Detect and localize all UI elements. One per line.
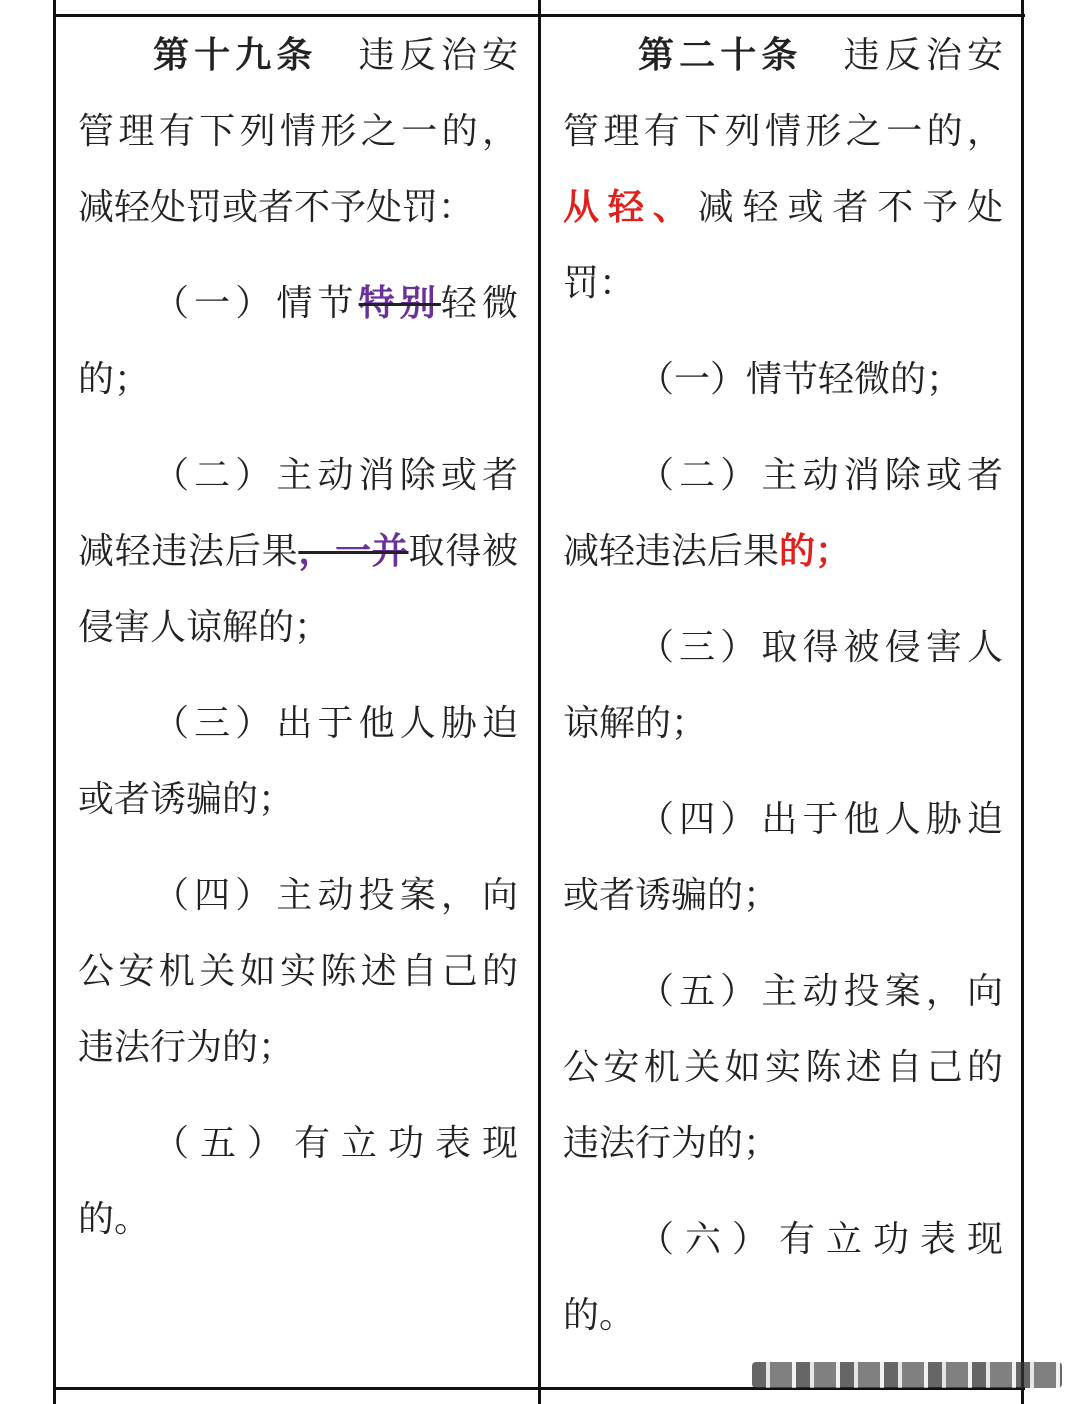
- clause-paragraph: [563, 954, 1003, 1182]
- text-line: [563, 1202, 1003, 1278]
- text-line: [78, 1106, 518, 1182]
- clause-paragraph: [563, 610, 1003, 762]
- text-segment: 管理有下列情形之一的，: [563, 111, 1003, 152]
- text-segment: （三）取得被侵害人: [638, 627, 1003, 668]
- added-text: 从轻、: [563, 187, 698, 228]
- text-line: [78, 170, 518, 246]
- text-line: [78, 342, 518, 418]
- text-segment: 的。: [563, 1295, 636, 1336]
- text-segment: （四）出于他人胁迫: [638, 799, 1003, 840]
- text-segment: 管理有下列情形之一的，: [78, 111, 518, 152]
- text-segment: （五）主动投案，向: [638, 971, 1003, 1012]
- text-segment: （六）有立功表现: [638, 1219, 1003, 1260]
- text-line: [563, 610, 1003, 686]
- text-line: [78, 1182, 518, 1258]
- clause-paragraph: [563, 438, 1003, 590]
- clause-paragraph: [563, 1202, 1003, 1354]
- text-segment: 减轻违法后果: [563, 531, 780, 572]
- clause-paragraph: [78, 858, 518, 1086]
- text-line: [563, 1030, 1003, 1106]
- text-line: [563, 686, 1003, 762]
- text-segment: （二）主动消除或者: [638, 455, 1003, 496]
- text-segment: （五）有立功表现: [153, 1123, 518, 1164]
- text-segment: 侵害人谅解的；: [78, 607, 331, 648]
- text-segment: 轻微: [440, 283, 518, 324]
- text-segment: （三）出于他人胁迫: [153, 703, 518, 744]
- text-line: [563, 858, 1003, 934]
- text-line: [563, 514, 1003, 590]
- text-line: [563, 782, 1003, 858]
- text-segment: （一）情节: [153, 283, 359, 324]
- table-border-left: [53, 0, 56, 1404]
- clause-paragraph: [78, 266, 518, 418]
- text-segment: （二）主动消除或者: [153, 455, 518, 496]
- text-segment: 谅解的；: [563, 703, 708, 744]
- deleted-text: ，一并: [298, 531, 409, 572]
- text-line: [563, 170, 1003, 246]
- clause-paragraph: [78, 18, 518, 246]
- added-text: 的；: [779, 531, 852, 572]
- text-line: [78, 94, 518, 170]
- text-segment: 的。: [78, 1199, 151, 1240]
- deleted-text: 特别: [358, 283, 441, 324]
- cell-article-20: [563, 18, 1003, 1374]
- text-segment: 减轻违法后果: [78, 531, 299, 572]
- text-segment: 减轻处罚或者不予处罚：: [78, 187, 475, 228]
- article-number: 第十九条: [153, 35, 318, 76]
- text-line: [78, 1010, 518, 1086]
- text-line: [563, 954, 1003, 1030]
- text-line: [78, 266, 518, 342]
- text-line: [78, 438, 518, 514]
- text-line: [78, 762, 518, 838]
- text-line: [78, 18, 518, 94]
- text-segment: 违法行为的；: [563, 1123, 780, 1164]
- text-segment: 或者诱骗的；: [78, 779, 295, 820]
- text-segment: 违反治安: [802, 35, 1003, 76]
- table-border-top: [55, 14, 1025, 17]
- text-segment: 罚：: [563, 263, 636, 304]
- text-line: [78, 934, 518, 1010]
- table-border-middle: [538, 0, 541, 1404]
- text-segment: 公安机关如实陈述自己的: [563, 1047, 1003, 1088]
- text-segment: 或者诱骗的；: [563, 875, 780, 916]
- text-line: [78, 686, 518, 762]
- text-line: [563, 94, 1003, 170]
- text-line: [563, 342, 1003, 418]
- watermark: [752, 1362, 1062, 1388]
- text-segment: 减轻或者不予处: [697, 187, 1003, 228]
- text-segment: 公安机关如实陈述自己的: [78, 951, 518, 992]
- text-segment: 的；: [78, 359, 151, 400]
- clause-paragraph: [78, 438, 518, 666]
- text-line: [78, 590, 518, 666]
- text-segment: 取得被: [408, 531, 518, 572]
- clause-paragraph: [563, 782, 1003, 934]
- text-segment: 违反治安: [317, 35, 518, 76]
- cell-article-19: [78, 18, 518, 1278]
- text-segment: （一）情节轻微的；: [638, 359, 963, 400]
- text-line: [563, 1106, 1003, 1182]
- text-line: [563, 18, 1003, 94]
- text-line: [563, 438, 1003, 514]
- text-segment: （四）主动投案，向: [153, 875, 518, 916]
- text-line: [78, 858, 518, 934]
- text-line: [563, 246, 1003, 322]
- text-segment: 违法行为的；: [78, 1027, 295, 1068]
- text-line: [563, 1278, 1003, 1354]
- text-line: [78, 514, 518, 590]
- clause-paragraph: [78, 686, 518, 838]
- article-number: 第二十条: [638, 35, 803, 76]
- clause-paragraph: [563, 18, 1003, 322]
- clause-paragraph: [563, 342, 1003, 418]
- clause-paragraph: [78, 1106, 518, 1258]
- table-border-right: [1021, 0, 1024, 1404]
